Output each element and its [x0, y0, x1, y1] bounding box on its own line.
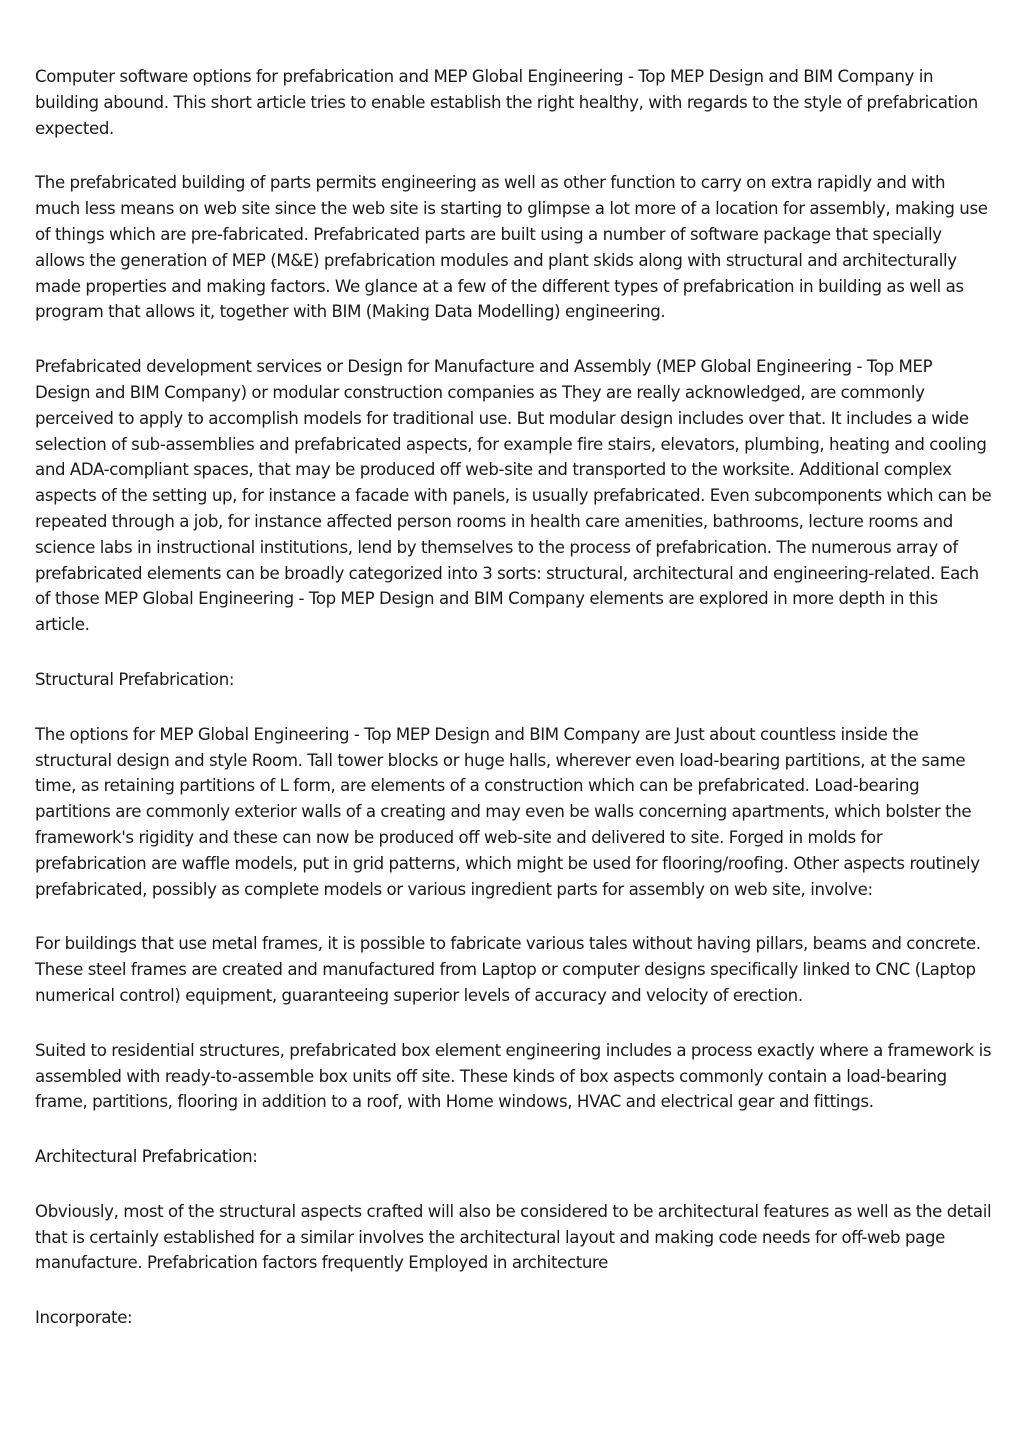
paragraph-modular-construction: Prefabricated development services or Design for Manufacture and Assembly (MEP Global Engineering - Top MEP Design and BIM Company) or modular construction companies as They are really acknowledged, are commonly perceived to apply to accomplish models for traditional use. But modular design includes over that. It includes a wide selection of sub-assemblies and prefabricated aspects, for example fire stairs, elevators, plumbing, heating and cooling and ADA-compliant spaces, that may be produced off web-site and transported to the worksite. Additional complex aspects of the setting up, for instance a facade with panels, is usually prefabricated. Even subcomponents which can be repeated through a job, for instance affected person rooms in health care amenities, bathrooms, lecture rooms and science labs in instructional institutions, lend by themselves to the process of prefabrication. The numerous array of prefabricated elements can be broadly categorized into 3 sorts: structural, architectural and engineering-related. Each of those MEP Global Engineering - Top MEP Design and BIM Company elements are explored in more depth in this article. [35, 357, 992, 635]
document-body [35, 64, 992, 1360]
paragraph-structural-options: The options for MEP Global Engineering - Top MEP Design and BIM Company are Just about countless inside the structural design and style Room. Tall tower blocks or huge halls, wherever even load-bearing partitions, at the same time, as retaining partitions of L form, are elements of a construction which can be prefabricated. Load-bearing partitions are commonly exterior walls of a creating and may even be walls concerning apartments, which bolster the framework's rigidity and these can now be produced off web-site and delivered to site. Forged in molds for prefabrication are waffle models, put in grid patterns, which might be used for flooring/roofing. Other aspects routinely prefabricated, possibly as complete models or various ingredient parts for assembly on web site, involve: [35, 724, 980, 899]
paragraph-intro: Computer software options for prefabrication and MEP Global Engineering - Top MEP Design and BIM Company in building abound. This short article tries to enable establish the right healthy, with regards to the style of prefabrication expected. [35, 67, 978, 138]
paragraph-architectural-features: Obviously, most of the structural aspects crafted will also be considered to be architectural features as well as the detail that is certainly established for a similar involves the architectural layout and making code needs for off-web page manufacture. Prefabrication factors frequently Employed in architecture [35, 1201, 992, 1273]
paragraph-prefabricated-parts: The prefabricated building of parts permits engineering as well as other function to carry on extra rapidly and with much less means on web site since the web site is starting to glimpse a lot more of a location for assembly, making use of things which are pre-fabricated. Prefabricated parts are built using a number of software package that specially allows the generation of MEP (M&E) prefabrication modules and plant skids along with structural and architecturally made properties and making factors. We glance at a few of the different types of prefabrication in building as well as program that allows it, together with BIM (Making Data Modelling) engineering. [35, 173, 988, 322]
paragraph-metal-frames: For buildings that use metal frames, it is possible to fabricate various tales without having pillars, beams and concrete. These steel frames are created and manufactured from Laptop or computer designs specifically linked to CNC (Laptop numerical control) equipment, guaranteeing superior levels of accuracy and velocity of erection. [35, 934, 981, 1005]
heading-structural-prefabrication: Structural Prefabrication: [35, 669, 235, 689]
paragraph-box-elements: Suited to residential structures, prefabricated box element engineering includes a process exactly where a framework is assembled with ready-to-assemble box units off site. These kinds of box aspects commonly contain a load-bearing frame, partitions, flooring in addition to a roof, with Home windows, HVAC and electrical gear and fittings. [35, 1040, 992, 1112]
paragraph-incorporate: Incorporate: [35, 1308, 133, 1328]
heading-architectural-prefabrication: Architectural Prefabrication: [35, 1147, 258, 1167]
